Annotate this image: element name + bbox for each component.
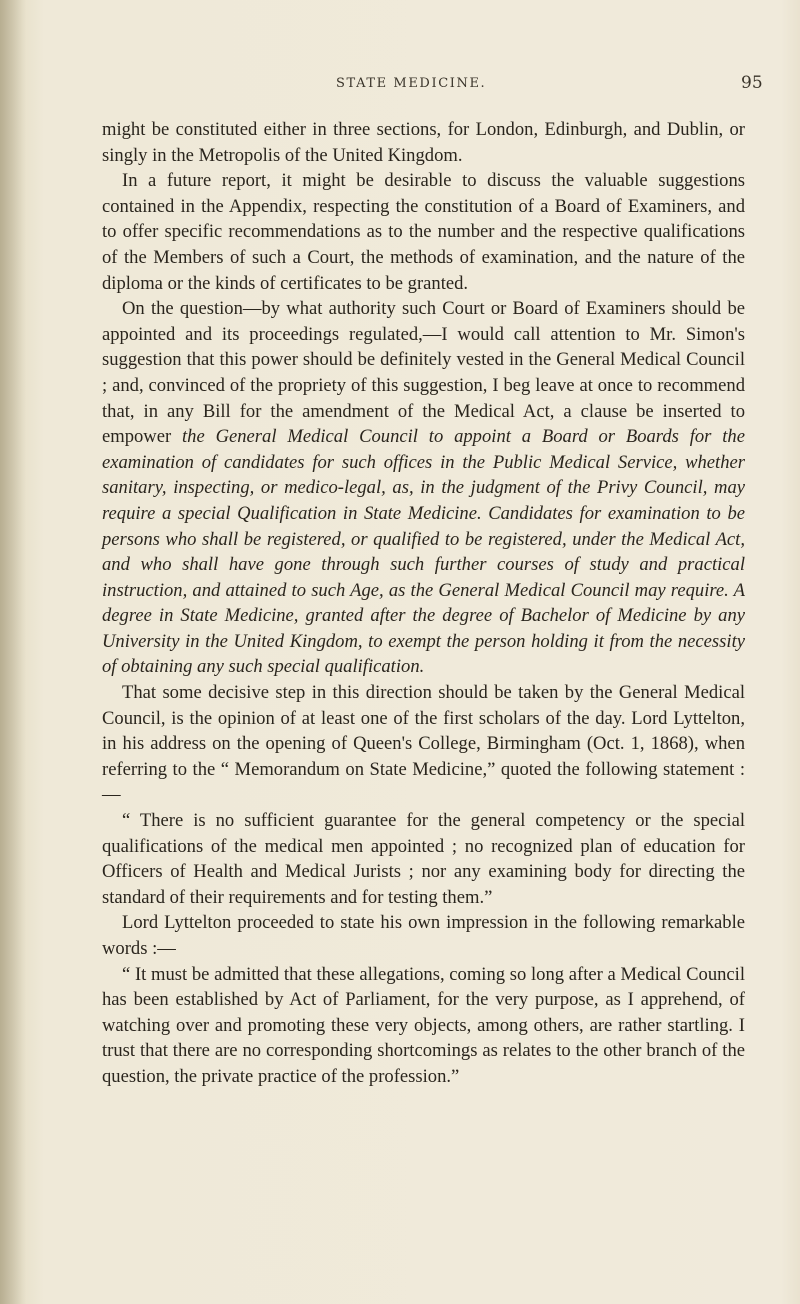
quotation-2: “ It must be admitted that these allegations, coming so long after a Medical Council has been established by Act of Parliament, for the very purpose, as I apprehend, of watching over and promoting these very objects, among others, are rather startling. I trust that there are no corresponding shortcomings as relates to the other branch of the question, the private practice of the profession.”	[102, 963, 745, 1087]
body-text	[102, 117, 745, 1090]
paragraph-5: Lord Lyttelton proceeded to state his own impression in the following remarkable words :—	[102, 912, 745, 959]
paragraph-1: might be constituted either in three sections, for London, Edinburgh, and Dublin, or singly in the Metropolis of the United Kingdom.	[102, 119, 745, 166]
page-number: 95	[741, 73, 763, 93]
running-title: STATE MEDICINE.	[336, 76, 487, 91]
paragraph-3	[102, 296, 745, 680]
spine-shadow	[0, 0, 26, 1304]
paragraph-4: That some decisive step in this direction should be taken by the General Medical Council, is the opinion of at least one of the first scholars of the day. Lord Lyttelton, in his address on the opening of Queen's College, Birmingham (Oct. 1, 1868), when referring to the “ Memorandum on State Medicine,” quoted the following statement :—	[102, 682, 745, 806]
quotation-1: “ There is no sufficient guarantee for the general competency or the special qualifications of the medical men appointed ; no recognized plan of education for Officers of Health and Medical Jurists ; nor any examining body for directing the standard of their requirements and for testing them.”	[102, 810, 745, 908]
paragraph-2: In a future report, it might be desirable to discuss the valuable suggestions contained in the Appendix, respecting the constitution of a Board of Examiners, and to offer specific recommendations as to the number and the respective qualifications of the Members of such a Court, the methods of examination, and the nature of the diploma or the kinds of certificates to be granted.	[102, 170, 745, 294]
paragraph-3-italic: the General Medical Council to appoint a Board or Boards for the examination of candidates for such offices in the Public Medical Service, whether sanitary, inspecting, or medico-legal, as, in the judgment of the Privy Council, may require a special Qualification in State Medicine. Candidates for examination to be persons who shall be registered, or qualified to be registered, under the Medical Act, and who shall have gone through such further courses of study and practical instruction, and attained to such Age, as the General Medical Council may require. A degree in State Medicine, granted after the degree of Bachelor of Medicine by any University in the United Kingdom, to exempt the person holding it from the necessity of obtaining any such special qualification.	[102, 426, 745, 678]
paragraph-3-roman: On the question—by what authority such Court or Board of Examiners should be appointed and its proceedings regulated,—I would call attention to Mr. Simon's suggestion that this power should be definitely vested in the General Medical Council ; and, convinced of the propriety of this suggestion, I beg leave at once to recommend that, in any Bill for the amendment of the Medical Act, a clause be inserted to empower	[102, 298, 745, 448]
page-header	[0, 73, 800, 102]
